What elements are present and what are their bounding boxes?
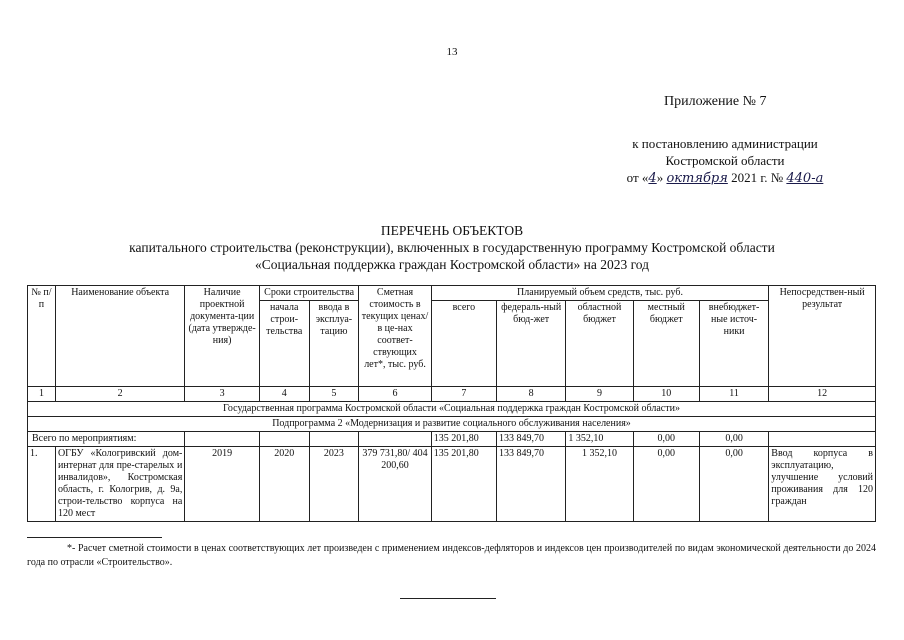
header-regional: областной бюджет	[566, 301, 633, 387]
decree-month: октября	[666, 171, 728, 186]
header-funds: Планируемый объем средств, тыс. руб.	[431, 286, 769, 301]
col-number: 5	[309, 387, 359, 402]
total-extra: 0,00	[699, 432, 768, 447]
decree-line-2: Костромской области	[665, 153, 785, 168]
col-number: 12	[769, 387, 876, 402]
object-regional: 1 352,10	[566, 447, 633, 522]
object-name: ОГБУ «Кологривский дом-интернат для пре-старелых и инвалидов», Костромская область, г. Кологрив, д. 9а, строи-тельство корпуса на 120 мест	[55, 447, 184, 522]
header-name: Наименование объекта	[55, 286, 184, 387]
object-total: 135 201,80	[431, 447, 496, 522]
object-commission: 2023	[309, 447, 359, 522]
header-num: № п/п	[28, 286, 56, 387]
appendix-label: Приложение № 7	[664, 94, 767, 109]
object-extra: 0,00	[699, 447, 768, 522]
total-row	[28, 432, 876, 447]
object-row	[28, 447, 876, 522]
total-regional: 1 352,10	[566, 432, 633, 447]
object-start: 2020	[259, 447, 309, 522]
decree-reference	[560, 135, 890, 187]
header-commission: ввода в эксплуа-тацию	[309, 301, 359, 387]
total-local: 0,00	[633, 432, 699, 447]
object-result: Ввод корпуса в эксплуатацию, улучшение условий проживания для 120 граждан	[769, 447, 876, 522]
col-number: 7	[431, 387, 496, 402]
header-cost: Сметная стоимость в текущих ценах/в це-нах соответ-ствующих лет*, тыс. руб.	[359, 286, 431, 387]
bottom-separator	[400, 598, 496, 599]
col-number: 8	[496, 387, 565, 402]
col-number: 11	[699, 387, 768, 402]
decree-date-line	[560, 169, 890, 187]
program-row	[28, 402, 876, 417]
title-line-3: «Социальная поддержка граждан Костромской области» на 2023 год	[254, 257, 650, 272]
header-total: всего	[431, 301, 496, 387]
objects-table	[27, 285, 876, 522]
total-empty	[259, 432, 309, 447]
page-number: 13	[446, 46, 458, 58]
object-num: 1.	[28, 447, 56, 522]
object-federal: 133 849,70	[496, 447, 565, 522]
object-local: 0,00	[633, 447, 699, 522]
header-federal: федераль-ный бюд-жет	[496, 301, 565, 387]
object-docs: 2019	[185, 447, 260, 522]
header-row-1	[28, 286, 876, 301]
col-number: 2	[55, 387, 184, 402]
header-start: начала строи-тельства	[259, 301, 309, 387]
col-number: 4	[259, 387, 309, 402]
decree-mid: »	[656, 170, 667, 185]
total-empty	[309, 432, 359, 447]
col-number: 9	[566, 387, 633, 402]
total-empty	[185, 432, 260, 447]
col-number: 1	[28, 387, 56, 402]
decree-year: 2021 г. №	[727, 170, 787, 185]
header-terms: Сроки строительства	[259, 286, 358, 301]
header-result: Непосредствен-ный результат	[769, 286, 876, 387]
total-empty	[769, 432, 876, 447]
header-local: местный бюджет	[633, 301, 699, 387]
program-title: Государственная программа Костромской области «Социальная поддержка граждан Костромской области»	[28, 402, 876, 417]
decree-line-1: к постановлению администрации	[632, 136, 818, 151]
total-federal: 133 849,70	[496, 432, 565, 447]
decree-from-label: от «	[626, 170, 649, 185]
decree-day: 4	[648, 171, 657, 186]
document-title	[0, 222, 904, 273]
total-label: Всего по мероприятиям:	[28, 432, 185, 447]
object-cost: 379 731,80/ 404 200,60	[359, 447, 431, 522]
total-sum: 135 201,80	[431, 432, 496, 447]
subprogram-row	[28, 417, 876, 432]
col-number: 6	[359, 387, 431, 402]
col-number: 10	[633, 387, 699, 402]
footnote: *- Расчет сметной стоимости в ценах соответствующих лет произведен с применением индексов-дефляторов и индексов цен производителей по видам экономической деятельности до 2024 года по отрасли «Строительство».	[27, 543, 876, 568]
footnote-separator	[27, 537, 162, 538]
title-line-1: ПЕРЕЧЕНЬ ОБЪЕКТОВ	[380, 223, 524, 238]
header-docs: Наличие проектной документа-ции (дата утвержде-ния)	[185, 286, 260, 387]
header-extra: внебюджет-ные источ-ники	[699, 301, 768, 387]
decree-number: 440-а	[786, 171, 824, 186]
column-number-row	[28, 387, 876, 402]
title-line-2: капитального строительства (реконструкции), включенных в государственную программу Костромской области	[129, 240, 775, 255]
col-number: 3	[185, 387, 260, 402]
subprogram-title: Подпрограмма 2 «Модернизация и развитие социального обслуживания населения»	[28, 417, 876, 432]
total-empty	[359, 432, 431, 447]
